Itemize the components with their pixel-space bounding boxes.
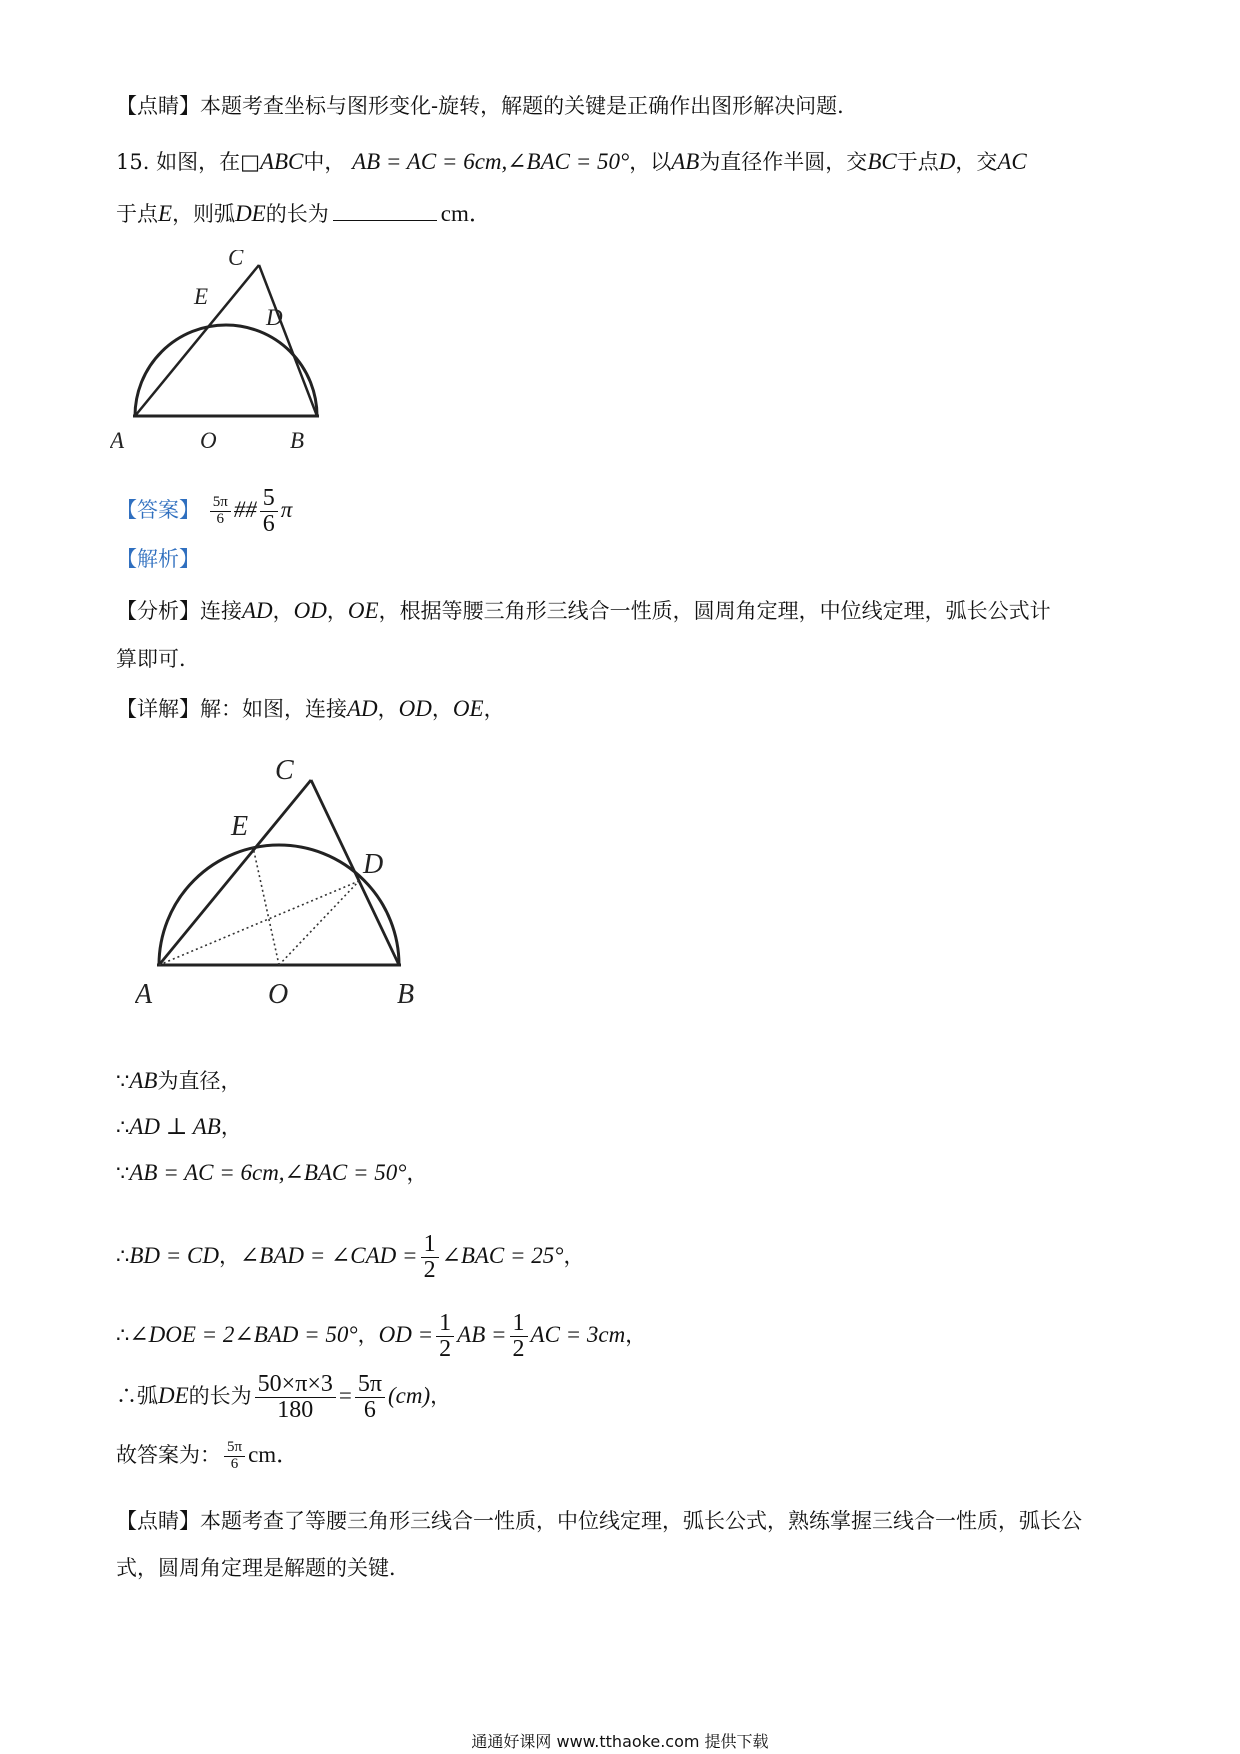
math-ab: AB — [129, 1068, 158, 1093]
therefore-symbol: ∴ — [116, 1244, 130, 1268]
fraction-arc-formula — [255, 1372, 336, 1423]
answer-fraction-2 — [260, 486, 278, 537]
fraction-half — [436, 1311, 454, 1362]
fraction-numerator: 5 — [260, 486, 278, 512]
fraction-numerator: 5π — [224, 1440, 245, 1457]
fraction-result — [355, 1372, 385, 1423]
therefore-symbol: ∴ — [116, 1115, 130, 1139]
math-condition: AB = AC = 6cm,∠BAC = 50° — [129, 1160, 407, 1185]
dianjing-line-1 — [116, 1507, 1082, 1535]
figure-2 — [135, 755, 435, 1019]
dianjing-text: 本题考查了等腰三角形三线合一性质，中位线定理，弧长公式，熟练掌握三线合一性质，弧长公 — [200, 1509, 1082, 1533]
label-b: B — [290, 428, 305, 453]
label-c: C — [275, 755, 294, 786]
question-text: ，则弧 — [172, 202, 236, 226]
prev-comment — [116, 92, 858, 120]
label-o: O — [200, 428, 217, 453]
because-symbol: ∵ — [116, 1161, 130, 1185]
question-text: 如图，在□ — [156, 150, 260, 174]
fenxi-text: 连接 — [200, 599, 242, 623]
fraction-denominator: 180 — [277, 1397, 314, 1423]
label-a: A — [110, 428, 125, 453]
dianjing-line-2: 式，圆周角定理是解题的关键． — [116, 1556, 410, 1580]
fraction-numerator: 50×π×3 — [255, 1372, 336, 1398]
segment-oe — [253, 847, 279, 965]
math-ab: AB — [671, 149, 700, 174]
math-ac: AC — [997, 149, 1027, 174]
math-od: OD — [398, 696, 432, 721]
comma: ， — [625, 1323, 647, 1347]
comma: ， — [357, 1323, 379, 1347]
step-1 — [116, 1067, 241, 1095]
step-text: 的长为 — [188, 1384, 252, 1408]
fraction-numerator: 1 — [421, 1232, 439, 1258]
comma: ， — [377, 697, 399, 721]
fenxi-line-2: 算即可． — [116, 647, 200, 671]
math-ad: AD — [347, 696, 378, 721]
comma: ， — [431, 697, 453, 721]
xiangjie-text: 解：如图，连接 — [200, 697, 347, 721]
fraction-numerator: 5π — [355, 1372, 385, 1398]
step-4 — [116, 1226, 585, 1286]
fraction-denominator: 2 — [439, 1336, 452, 1362]
math-triangle: ABC — [259, 149, 304, 174]
analysis-label: 【解析】 — [116, 547, 200, 571]
comma: ， — [563, 1244, 585, 1268]
equals: = — [338, 1383, 352, 1408]
fraction-denominator: 6 — [216, 511, 224, 528]
comma: ， — [272, 599, 294, 623]
fraction-numerator: 1 — [510, 1311, 528, 1337]
because-symbol: ∵ — [116, 1069, 130, 1093]
math-bd-cd: BD = CD — [129, 1243, 220, 1268]
label-a: A — [135, 979, 153, 1010]
answer-line — [116, 486, 292, 537]
math-ad: AD — [242, 598, 273, 623]
fraction-numerator: 5π — [210, 495, 231, 512]
question-text: 中， — [303, 150, 346, 174]
dianjing-label: 【点睛】 — [116, 1509, 200, 1533]
comment-label: 【点睛】 — [116, 94, 200, 118]
segment-od — [279, 881, 359, 965]
fraction-denominator: 6 — [230, 1456, 239, 1472]
step-6 — [116, 1366, 451, 1426]
fenxi-label: 【分析】 — [116, 599, 200, 623]
question-line-1 — [116, 148, 1027, 176]
answer-pi: π — [280, 497, 293, 523]
fraction-half — [510, 1311, 528, 1362]
math-angle: ∠BAC = 25° — [441, 1243, 564, 1268]
question-text: 于点 — [116, 202, 158, 226]
segment-ad — [159, 881, 359, 965]
step-text: 为直径， — [157, 1069, 242, 1093]
label-c: C — [228, 250, 244, 270]
question-text: 为直径作半圆，交 — [699, 150, 868, 174]
figure-1 — [110, 250, 350, 464]
final-fraction — [224, 1440, 245, 1473]
math-ac: AC = 3cm — [530, 1322, 626, 1347]
label-o: O — [268, 979, 289, 1010]
question-text: ，以 — [629, 150, 672, 174]
step-2 — [116, 1113, 242, 1141]
label-d: D — [363, 849, 384, 880]
unit-cm: cm． — [440, 201, 492, 226]
step-text: 弧 — [137, 1384, 158, 1408]
step-3 — [116, 1159, 428, 1187]
math-oe: OE — [452, 696, 484, 721]
side-bc — [259, 265, 317, 416]
xiangjie-line — [116, 695, 505, 723]
math-od: OD = — [378, 1322, 434, 1347]
fraction-denominator: 6 — [262, 511, 275, 538]
step-5 — [116, 1305, 646, 1365]
comma: ， — [219, 1244, 241, 1268]
fraction-numerator: 1 — [436, 1311, 454, 1337]
label-b: B — [397, 979, 415, 1010]
therefore-symbol: ∴ — [116, 1384, 137, 1408]
question-text: 于点 — [896, 150, 939, 174]
label-e: E — [231, 811, 249, 842]
math-oe: OE — [347, 598, 379, 623]
comma: ， — [430, 1384, 452, 1408]
semicircle — [135, 325, 317, 416]
math-condition: AB = AC = 6cm,∠BAC = 50° — [352, 149, 630, 174]
final-answer — [116, 1430, 299, 1480]
fraction-denominator: 2 — [423, 1257, 436, 1283]
math-bc: BC — [867, 149, 897, 174]
math-angle-doe: ∠DOE = 2∠BAD = 50° — [129, 1322, 358, 1347]
label-e: E — [194, 284, 209, 309]
math-angle: ∠BAD = ∠CAD = — [240, 1243, 418, 1268]
answer-fraction-1 — [210, 495, 231, 528]
comma: ， — [406, 1161, 428, 1185]
question-number: 15. — [116, 150, 150, 174]
question-text: ，交 — [955, 150, 998, 174]
question-line-2 — [116, 200, 492, 228]
label-d: D — [266, 305, 283, 330]
question-text: 的长为 — [265, 202, 329, 226]
therefore-symbol: ∴ — [116, 1323, 130, 1347]
unit-cm: (cm) — [387, 1383, 431, 1408]
math-e: E — [158, 201, 173, 226]
answer-separator: ## — [233, 497, 257, 523]
math-ab: AB = — [457, 1322, 507, 1347]
comment-text: 本题考查坐标与图形变化-旋转，解题的关键是正确作出图形解决问题． — [200, 94, 859, 118]
side-bc — [311, 780, 399, 965]
answer-blank — [333, 200, 437, 221]
fraction-half — [421, 1232, 439, 1283]
math-perpendicular: AD ⊥ AB — [129, 1114, 221, 1139]
comma: ， — [483, 697, 505, 721]
math-od: OD — [293, 598, 327, 623]
comma: ， — [326, 599, 348, 623]
math-de: DE — [158, 1383, 189, 1408]
step-text: 故答案为： — [116, 1443, 221, 1467]
math-de: DE — [235, 201, 266, 226]
side-ac — [159, 780, 311, 965]
xiangjie-label: 【详解】 — [116, 697, 200, 721]
fraction-denominator: 6 — [363, 1397, 376, 1423]
answer-label: 【答案】 — [116, 498, 200, 523]
fenxi-line-1 — [116, 597, 1051, 625]
page-footer: 通通好课网 www.tthaoke.com 提供下载 — [471, 1732, 769, 1751]
fenxi-text: ，根据等腰三角形三线合一性质，圆周角定理，中位线定理，弧长公式计 — [378, 599, 1051, 623]
comma: ， — [220, 1115, 242, 1139]
unit-cm: cm． — [248, 1442, 300, 1467]
fraction-denominator: 2 — [512, 1336, 525, 1362]
math-d: D — [938, 149, 956, 174]
